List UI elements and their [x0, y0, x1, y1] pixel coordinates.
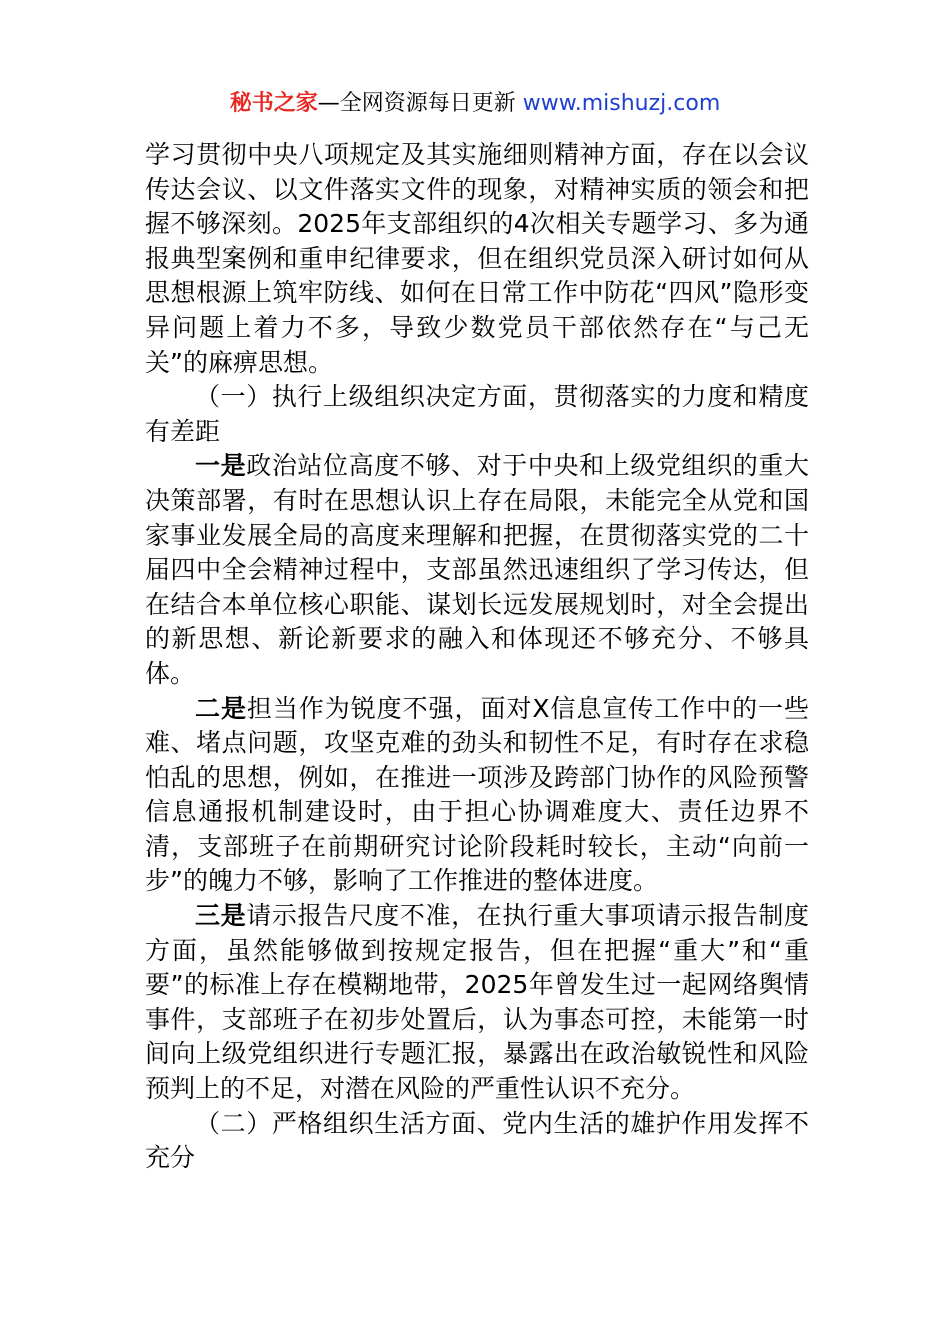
item-text-3: 请示报告尺度不准，在执行重大事项请示报告制度方面，虽然能够做到按规定报告，但在把握“重大”和“重要”的标准上存在模糊地带，2025年曾发生过一起网络舆情事件，支部班子在初步处置后，认为事态可控，未能第一时间向上级党组织进行专题汇报，暴露出在政治敏锐性和风险预判上的不足，对潜在风险的严重性认识不充分。: [145, 901, 809, 1104]
document-body: [145, 138, 809, 1176]
item-text-2: 担当作为锐度不强，面对X信息宣传工作中的一些难、堵点问题，攻坚克难的劲头和韧性不足，有时存在求稳怕乱的思想，例如，在推进一项涉及跨部门协作的风险预警信息通报机制建设时，由于担心协调难度大、责任边界不清，支部班子在前期研究讨论阶段耗时较长，主动“向前一步”的魄力不够，影响了工作推进的整体进度。: [145, 693, 809, 896]
header-tagline: —全网资源每日更新: [317, 91, 523, 116]
page-header: [0, 88, 950, 120]
item-lead-2: 二是: [195, 693, 247, 723]
item-lead-3: 三是: [195, 901, 247, 931]
intro-paragraph: 学习贯彻中央八项规定及其实施细则精神方面，存在以会议传达会议、以文件落实文件的现象，对精神实质的领会和把握不够深刻。2025年支部组织的4次相关专题学习、多为通报典型案例和重申纪律要求，但在组织党员深入研讨如何从思想根源上筑牢防线、如何在日常工作中防花“四风”隐形变异问题上着力不多，导致少数党员干部依然存在“与己无关”的麻痹思想。: [145, 140, 809, 377]
brand-name: 秘书之家: [229, 91, 318, 116]
item-text-1: 政治站位高度不够、对于中央和上级党组织的重大决策部署，有时在思想认识上存在局限，未能完全从党和国家事业发展全局的高度来理解和把握，在贯彻落实党的二十届四中全会精神过程中，支部虽然迅速组织了学习传达，但在结合本单位核心职能、谋划长远发展规划时，对全会提出的新思想、新论新要求的融入和体现还不够充分、不够具体。: [145, 451, 809, 688]
list-item-1: [145, 449, 809, 691]
section-heading-1: （一）执行上级组织决定方面，贯彻落实的力度和精度有差距: [145, 382, 809, 446]
list-item-3: [145, 899, 809, 1107]
site-url-link[interactable]: www.mishuzj.com: [522, 91, 721, 116]
section-heading-2: （二）严格组织生活方面、党内生活的雄护作用发挥不充分: [145, 1108, 809, 1173]
item-lead-1: 一是: [195, 451, 247, 481]
list-item-2: [145, 692, 809, 900]
